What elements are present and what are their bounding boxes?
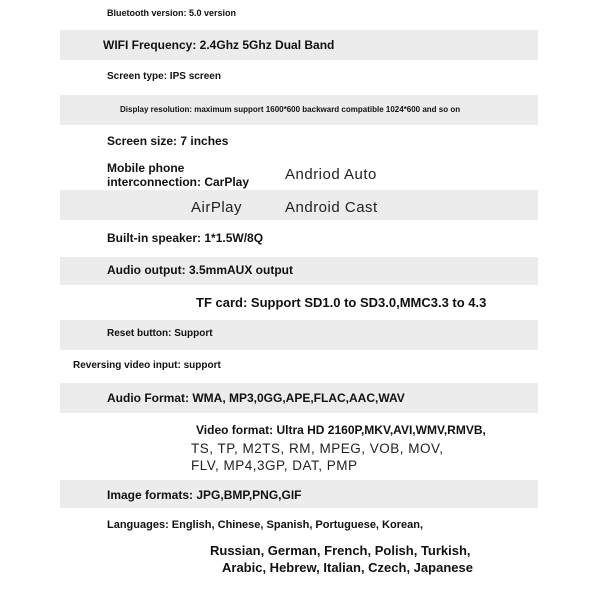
audio-output-spec: Audio output: 3.5mmAUX output: [107, 263, 293, 277]
android-cast-label: Android Cast: [285, 199, 378, 216]
bluetooth-spec: Bluetooth version: 5.0 version: [107, 8, 237, 18]
audio-format-spec: Audio Format: WMA, MP3,0GG,APE,FLAC,AAC,WAV: [107, 391, 405, 405]
image-formats-spec: Image formats: JPG,BMP,PNG,GIF: [107, 488, 302, 502]
speaker-spec: Built-in speaker: 1*1.5W/8Q: [107, 231, 264, 245]
video-format-line-2: TS, TP, M2TS, RM, MPEG, VOB, MOV,: [191, 441, 444, 456]
mobile-interconnection-label: Mobile phone: [107, 161, 185, 175]
tf-card-spec: TF card: Support SD1.0 to SD3.0,MMC3.3 to 4.3: [196, 295, 487, 310]
languages-line-1: Languages: English, Chinese, Spanish, Portuguese, Korean,: [107, 519, 424, 531]
airplay-label: AirPlay: [191, 199, 243, 216]
screen-type-spec: Screen type: IPS screen: [107, 71, 221, 82]
languages-line-2: Russian, German, French, Polish, Turkish,: [210, 543, 471, 558]
screen-size-spec: Screen size: 7 inches: [107, 134, 229, 148]
reset-button-spec: Reset button: Support: [107, 328, 213, 339]
android-auto-label: Andriod Auto: [285, 166, 377, 183]
wifi-spec: WIFI Frequency: 2.4Ghz 5Ghz Dual Band: [103, 38, 335, 52]
video-format-line-3: FLV, MP4,3GP, DAT, PMP: [191, 458, 358, 473]
video-format-line-1: Video format: Ultra HD 2160P,MKV,AVI,WMV,RMVB,: [196, 423, 486, 437]
mobile-interconnection-carplay: interconnection: CarPlay: [107, 175, 250, 189]
resolution-spec: Display resolution: maximum support 1600*600 backward compatible 1024*600 and so on: [120, 105, 461, 114]
reversing-video-spec: Reversing video input: support: [73, 360, 221, 371]
languages-line-3: Arabic, Hebrew, Italian, Czech, Japanese: [222, 560, 473, 575]
